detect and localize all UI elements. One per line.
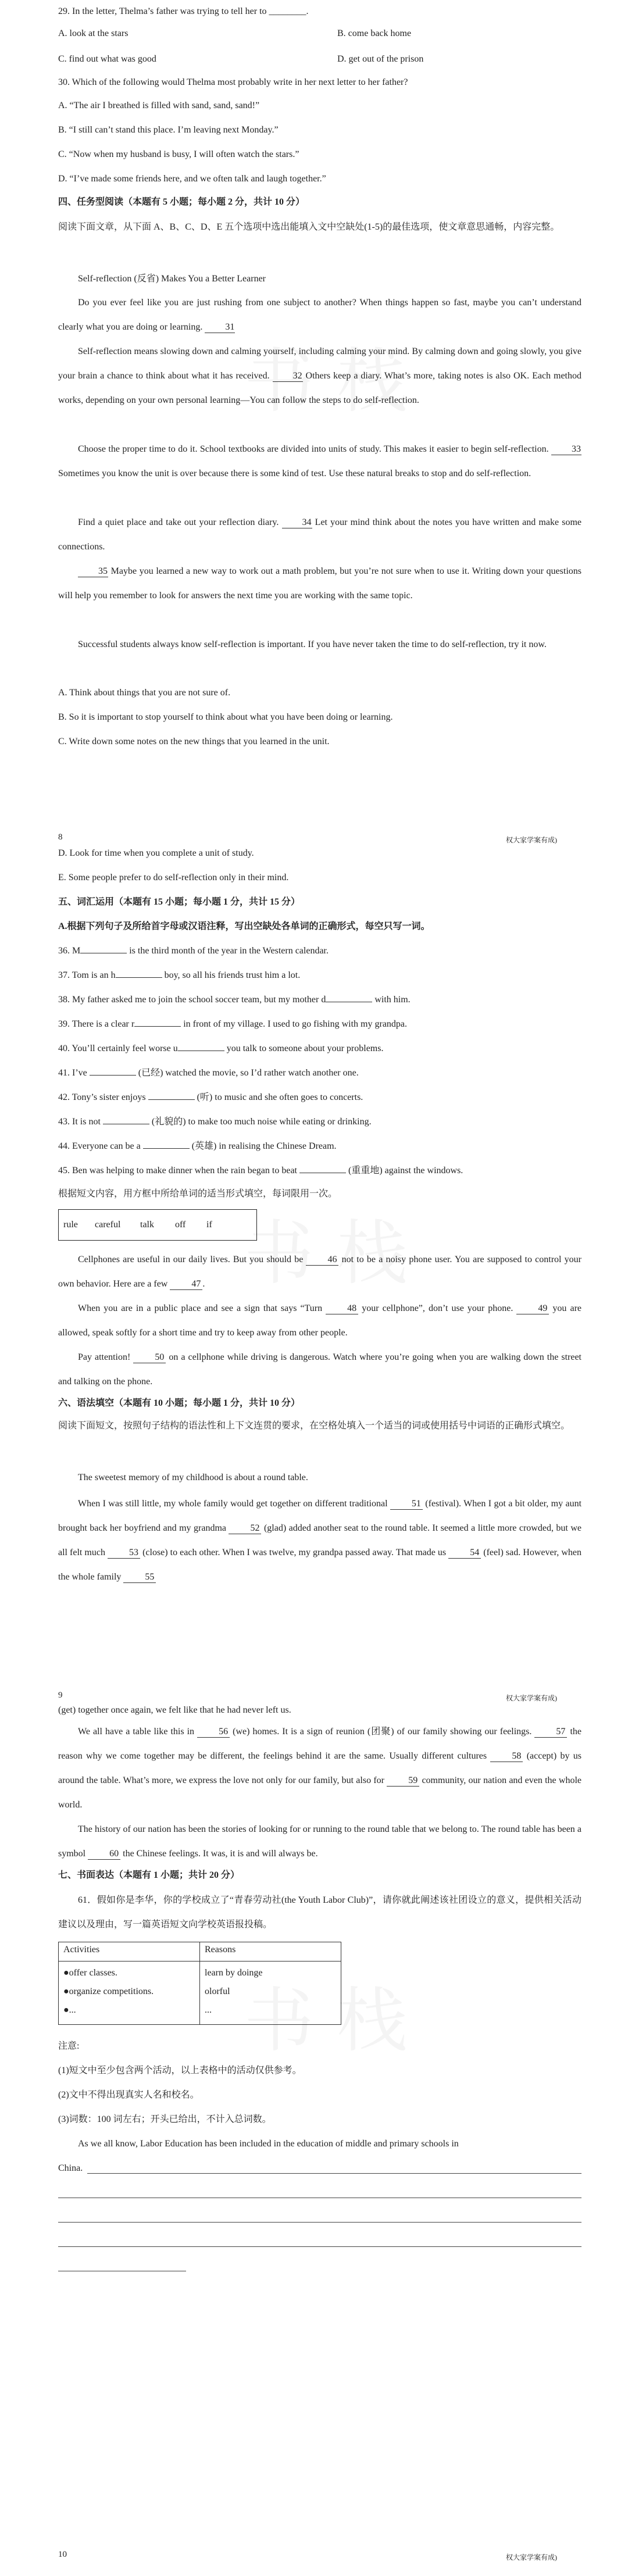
passage-paragraph-1: Do you ever feel like you are just rushing from one subject to another? When things happen so fast, maybe you can’t understand clearly what you are doing or learning. 31 xyxy=(58,298,581,332)
copyright-note: 权大家学案有成) xyxy=(506,2553,557,2561)
answer-41[interactable] xyxy=(90,1075,136,1076)
activity-item: ●organize competitions. xyxy=(63,1987,154,1996)
watermark xyxy=(244,1198,430,1298)
watermark xyxy=(244,326,430,426)
answer-42[interactable] xyxy=(148,1099,195,1100)
writing-prompt: 61．假如你是李华，你的学校成立了“青春劳动社(the Youth Labor Club)”，请你就此阐述该社团设立的意义，提供相关活动建议以及理由，写一篇英语短文向学校英语报投稿。 xyxy=(58,1895,581,1930)
grammar-continuation: (get) together once again, we felt like that he had never left us. xyxy=(58,1705,291,1715)
q30-option-c: C. “Now when my husband is busy, I will often watch the stars.” xyxy=(58,149,299,159)
cloze-paragraph-3: Pay attention! 50 on a cellphone while driving is dangerous. Watch where you’re going when you are walking down the street and talking on the phone. xyxy=(58,1352,581,1387)
blank-48[interactable]: 48 xyxy=(326,1303,358,1314)
section-4-title: 四、任务型阅读（本题有 5 小题；每小题 2 分，共计 10 分） xyxy=(58,197,305,207)
passage-title: Self-reflection (反省) Makes You a Better Learner xyxy=(78,274,266,284)
question-45: 45. Ben was helping to make dinner when the rain began to beat (重重地) against the windows. xyxy=(58,1166,463,1176)
copyright-note: 权大家学案有成) xyxy=(506,836,557,844)
page-number: 9 xyxy=(58,1691,63,1700)
question-43: 43. It is not (礼貌的) to make too much noise while eating or drinking. xyxy=(58,1117,372,1127)
grammar-paragraph-1: When I was still little, my whole family would get together on different traditional 51 (festival). When I got a bit older, my aunt brought back her boyfriend and my grandma 52 (glad) added another seat to the round table. It seemed a little more crowded, but we all felt much 53 (close) to each other. When I was twelve, my grandpa passed away. That made us 54 (feel) sad. However, when the whole family 55 xyxy=(58,1499,582,1582)
question-36: 36. M is the third month of the year in the Western calendar. xyxy=(58,946,329,956)
watermark xyxy=(244,1965,430,2065)
word-talk: talk xyxy=(140,1220,154,1230)
section-6-instructions: 阅读下面短文，按照句子结构的语法性和上下文连贯的要求，在空格处填入一个适当的词或使用括号中词语的正确形式填空。 xyxy=(58,1421,570,1431)
blank-55[interactable]: 55 xyxy=(123,1572,156,1583)
option-e: E. Some people prefer to do self-reflection only in their mind. xyxy=(58,873,289,883)
question-30: 30. Which of the following would Thelma most probably write in her next letter to her father? xyxy=(58,77,408,87)
question-29: 29. In the letter, Thelma’s father was trying to tell her to ________. xyxy=(58,6,309,16)
q29-option-a: A. look at the stars xyxy=(58,28,129,38)
note-3: (3)词数：100 词左右；开头已给出，不计入总词数。 xyxy=(58,2114,272,2124)
section-4-instructions: 阅读下面文章，从下面 A、B、C、D、E 五个选项中选出能填入文中空缺处(1-5)的最佳选项，使文章意思通畅，内容完整。 xyxy=(58,222,560,232)
notes-title: 注意: xyxy=(58,2041,80,2051)
option-c: C. Write down some notes on the new things that you learned in the unit. xyxy=(58,737,330,746)
word-box xyxy=(58,1209,257,1241)
question-44: 44. Everyone can be a (英雄) in realising the Chinese Dream. xyxy=(58,1141,337,1151)
table-header-reasons: Reasons xyxy=(200,1942,341,1962)
question-41: 41. I’ve (已经) watched the movie, so I’d rather watch another one. xyxy=(58,1068,359,1078)
grammar-title: The sweetest memory of my childhood is about a round table. xyxy=(78,1473,308,1482)
blank-32[interactable]: 32 xyxy=(273,371,303,382)
question-37: 37. Tom is an h boy, so all his friends trust him a lot. xyxy=(58,970,301,980)
blank-60[interactable]: 60 xyxy=(88,1849,120,1860)
blank-34[interactable]: 34 xyxy=(282,517,312,528)
answer-39[interactable] xyxy=(134,1026,181,1027)
writing-line[interactable] xyxy=(87,2173,581,2174)
reason-item: ... xyxy=(205,2005,212,2015)
grammar-paragraph-2: We all have a table like this in 56 (we) homes. It is a sign of reunion (团聚) of our family showing our feelings. 57 the reason why we come together may be different, the feelings behind it are the same. Usually different cultures 58 (accept) by us around the table. What’s more, we express the love not only for our family, but also for 59 community, our nation and even the whole world. xyxy=(58,1727,581,1810)
note-1: (1)短文中至少包含两个活动，以上表格中的活动仅供参考。 xyxy=(58,2066,302,2075)
blank-35[interactable]: 35 xyxy=(78,566,108,577)
section-5-title: 五、词汇运用（本题有 15 小题；每小题 1 分，共计 15 分） xyxy=(58,897,301,907)
option-d: D. Look for time when you complete a unit of study. xyxy=(58,848,254,858)
blank-54[interactable]: 54 xyxy=(448,1548,481,1559)
blank-46[interactable]: 46 xyxy=(306,1255,338,1266)
option-a: A. Think about things that you are not sure of. xyxy=(58,688,231,698)
word-if: if xyxy=(206,1220,212,1230)
writing-start-china: China. xyxy=(58,2163,83,2173)
blank-57[interactable]: 57 xyxy=(534,1727,567,1738)
section-5b-instructions: 根据短文内容，用方框中所给单词的适当形式填空，每词限用一次。 xyxy=(58,1189,338,1199)
reason-item: learn by doinge xyxy=(205,1968,263,1978)
passage-paragraph-2: Self-reflection means slowing down and calming yourself, including calming your mind. By calming down and going slowly, you give your brain a chance to think about what it has received. 32 Others keep a diary. What’s more, taking notes is also OK. Each method works, depending on your own personal learning—You can follow the steps to do self-reflection. xyxy=(58,346,581,405)
copyright-note: 权大家学案有成) xyxy=(506,1694,557,1702)
blank-58[interactable]: 58 xyxy=(490,1751,523,1762)
option-b: B. So it is important to stop yourself to think about what you have been doing or learning. xyxy=(58,712,393,722)
word-rule: rule xyxy=(63,1220,78,1230)
blank-51[interactable]: 51 xyxy=(390,1499,423,1510)
passage-paragraph-3: Choose the proper time to do it. School textbooks are divided into units of study. This makes it easier to begin self-reflection. 33 Sometimes you know the unit is over because there is some kind of test. Use these natural breaks to stop and do self-reflection. xyxy=(58,444,581,478)
question-39: 39. There is a clear r in front of my village. I used to go fishing with my grandpa. xyxy=(58,1019,408,1029)
blank-31[interactable]: 31 xyxy=(205,322,235,333)
q29-option-b: B. come back home xyxy=(337,28,412,38)
table-row xyxy=(59,1942,341,1962)
word-careful: careful xyxy=(95,1220,121,1230)
section-6-title: 六、语法填空（本题有 10 小题；每小题 1 分，共计 10 分） xyxy=(58,1398,301,1408)
answer-44[interactable] xyxy=(143,1148,190,1149)
passage-paragraph-5: 35 Maybe you learned a new way to work out a math problem, but you’re not sure when to use it. Writing down your questions will help you remember to look for answers the next time you are working with the same topic. xyxy=(58,566,581,601)
note-2: (2)文中不得出现真实人名和校名。 xyxy=(58,2090,199,2100)
passage-paragraph-4: Find a quiet place and take out your reflection diary. 34 Let your mind think about the notes you have written and make some connections. xyxy=(58,517,582,552)
page-number: 10 xyxy=(58,2550,67,2559)
blank-53[interactable]: 53 xyxy=(108,1548,140,1559)
blank-47[interactable]: 47 xyxy=(170,1279,202,1290)
writing-start: As we all know, Labor Education has been included in the education of middle and primary schools in xyxy=(78,2139,459,2149)
question-40: 40. You’ll certainly feel worse u you talk to someone about your problems. xyxy=(58,1044,384,1053)
section-7-title: 七、书面表达（本题有 1 小题；共计 20 分） xyxy=(58,1870,240,1880)
question-38: 38. My father asked me to join the school soccer team, but my mother d with him. xyxy=(58,995,411,1005)
cloze-paragraph-1: Cellphones are useful in our daily lives. But you should be 46 not to be a noisy phone user. You are supposed to control your own behavior. Here are a few 47 . xyxy=(58,1255,581,1289)
q29-option-c: C. find out what was good xyxy=(58,54,156,64)
blank-50[interactable]: 50 xyxy=(133,1352,166,1363)
activity-item: ●... xyxy=(63,2005,76,2015)
q30-option-b: B. “I still can’t stand this place. I’m leaving next Monday.” xyxy=(58,125,279,135)
answer-37[interactable] xyxy=(116,977,162,978)
reason-item: olorful xyxy=(205,1987,230,1996)
passage-paragraph-6: Successful students always know self-reflection is important. If you have never taken the time to do self-reflection, try it now. xyxy=(78,639,547,649)
question-42: 42. Tony’s sister enjoys (听) to music and she often goes to concerts. xyxy=(58,1092,363,1102)
q30-option-a: A. “The air I breathed is filled with sand, sand, sand!” xyxy=(58,101,260,110)
word-off: off xyxy=(175,1220,186,1230)
grammar-paragraph-3: The history of our nation has been the stories of looking for or running to the round table that we belong to. The round table has been a symbol 60 the Chinese feelings. It was, it is and will always be. xyxy=(58,1824,581,1859)
blank-52[interactable]: 52 xyxy=(229,1523,261,1534)
activities-cell xyxy=(59,1962,200,2025)
blank-59[interactable]: 59 xyxy=(387,1775,419,1787)
cloze-paragraph-2: When you are in a public place and see a sign that says “Turn 48 your cellphone”, don’t use your phone. 49 you are allowed, speak softly for a short time and try to keep away from other people. xyxy=(58,1303,581,1338)
blank-33[interactable]: 33 xyxy=(551,444,581,455)
table-header-activities: Activities xyxy=(59,1942,200,1962)
blank-49[interactable]: 49 xyxy=(516,1303,549,1314)
page-number: 8 xyxy=(58,833,63,842)
activity-item: ●offer classes. xyxy=(63,1968,117,1978)
q30-option-d: D. “I’ve made some friends here, and we often talk and laugh together.” xyxy=(58,174,326,184)
section-5a-title: A.根据下列句子及所给首字母或汉语注释，写出空缺处各单词的正确形式，每空只写一词。 xyxy=(58,921,430,931)
writing-line[interactable] xyxy=(58,2222,581,2223)
q29-option-d: D. get out of the prison xyxy=(337,54,424,64)
blank-56[interactable]: 56 xyxy=(197,1727,230,1738)
writing-line[interactable] xyxy=(58,2246,581,2247)
